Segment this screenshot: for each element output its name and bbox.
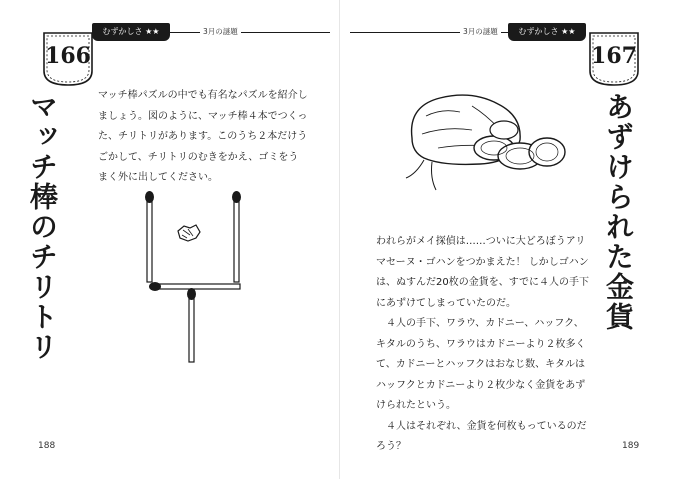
match-right (234, 200, 239, 282)
matchstick-illustration (130, 186, 250, 366)
puzzle-title: マッチ棒のチリトリ (26, 92, 59, 362)
match-bottom (158, 284, 240, 289)
coin (529, 138, 565, 166)
right-page (340, 0, 680, 479)
match-head (232, 191, 241, 203)
page-number: 189 (622, 441, 640, 451)
puzzle-title: あずけられた金貨 (602, 92, 635, 332)
puzzle-body: われらがメイ探偵は……ついに大どろぼうアリマセーヌ・ゴハンをつかまえた！ しかしゴハンは、ぬすんだ20枚の金貨を、すでに４人の手下にあずけてしまっていたのだ。 ４人の手下、ワラウ、カドニー、ハッフク、キタルのうち、ワラウはカドニーより２枚多くて、カドニーとハッフクはおなじ数、キタルはハッフクとカドニーより２枚少なく金貨をあずけられたという。 ４人はそれぞれ、金貨を何枚もっているのだろう？ (376, 236, 590, 452)
page-number: 188 (38, 441, 56, 451)
trash (178, 225, 200, 241)
match-left (147, 200, 152, 282)
difficulty-tab: むずかしさ ★★ (508, 23, 586, 41)
puzzle-number: 166 (45, 43, 91, 69)
coin-bag-illustration (402, 86, 572, 196)
puzzle-number-badge (38, 27, 98, 87)
difficulty-tab: むずかしさ ★★ (92, 23, 170, 41)
match-handle (189, 296, 194, 362)
match-head (187, 288, 196, 300)
puzzle-number: 167 (591, 43, 637, 69)
month-label: 3月の謎題 (200, 26, 241, 37)
match-head (149, 282, 161, 291)
match-head (145, 191, 154, 203)
month-label: 3月の謎題 (460, 26, 501, 37)
puzzle-number-badge (584, 27, 644, 87)
puzzle-body: マッチ棒パズルの中でも有名なパズルを紹介しましょう。図のように、マッチ棒４本でつくった、チリトリがあります。このうち２本だけうごかして、チリトリのむきをかえ、ゴミをうまく外に出してください。 (98, 90, 308, 183)
coin (490, 121, 518, 139)
